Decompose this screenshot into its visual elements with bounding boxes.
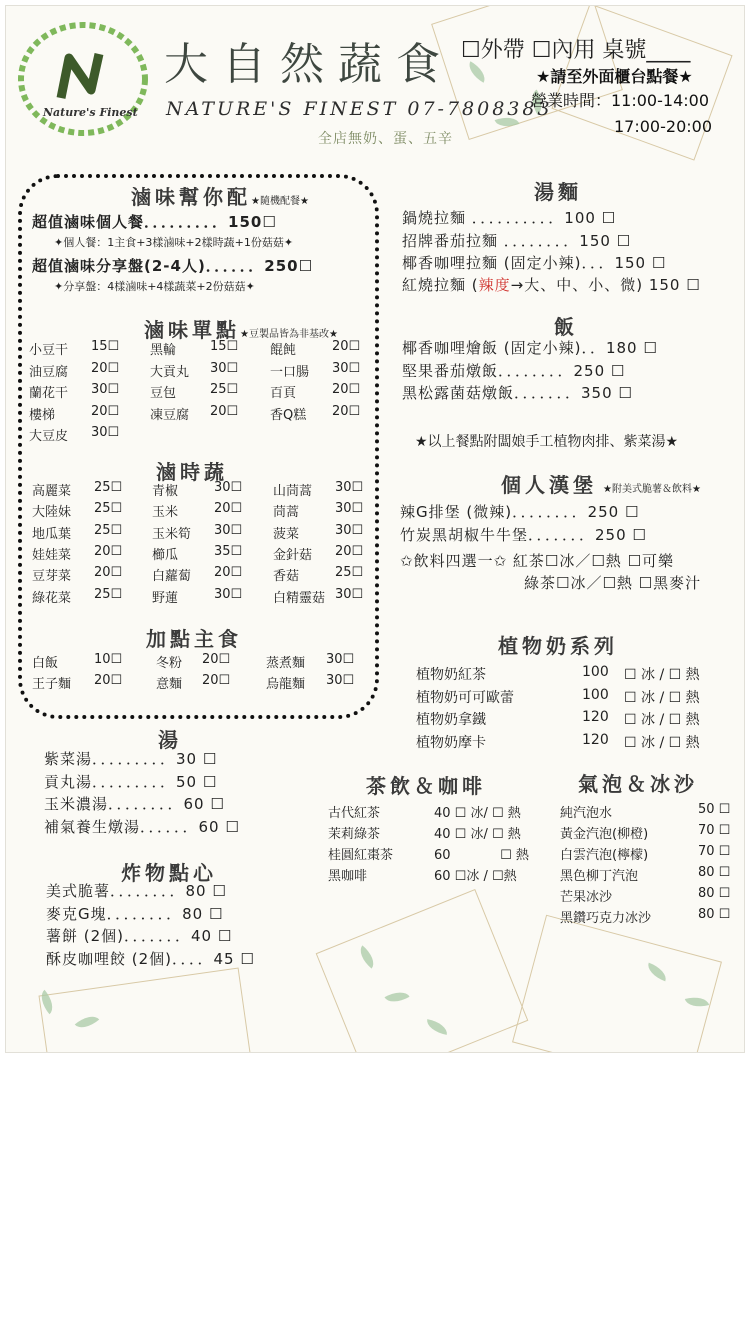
braise_veg-item-price[interactable]: 30☐ [335,522,364,538]
no-dairy-notice: 全店無奶、蛋、五辛 [318,131,453,147]
logo-text: Nature's Finest [43,106,138,119]
tea-name[interactable]: 古代紅茶 [328,806,381,821]
plant-milk-price[interactable]: 100 [582,686,609,703]
braise_single-item-price[interactable]: 30☐ [210,360,239,376]
braise_single-item-name[interactable]: 豆包 [150,386,177,401]
braise_veg-item-price[interactable]: 30☐ [335,501,364,517]
braise_single-item-name[interactable]: 蘭花干 [29,386,69,401]
braise_single-item-price[interactable]: 30☐ [91,425,120,440]
braise_veg-item-price[interactable]: 25☐ [94,480,123,495]
drink-choice-line2[interactable]: 綠茶☐冰／☐熱 ☐黑麥汁 [524,574,702,592]
tea-name[interactable]: 桂圓紅棗茶 [328,848,394,863]
braise_veg-item-price[interactable]: 30☐ [214,586,243,602]
soup-item[interactable]: 紫菜湯．．．．．．．．．30 ☐ [44,750,218,768]
braise_single-item-price[interactable]: 20☐ [332,339,361,354]
braise-helper-note: ★隨機配餐★ [251,196,309,207]
braise_veg-item-name[interactable]: 玉米 [152,505,179,521]
spicy-level-label: 辣度 [478,276,511,294]
braise_single-item-name[interactable]: 香Q糕 [270,407,307,423]
braise-helper-title [131,181,309,210]
braise_single-item-price[interactable]: 20☐ [332,403,361,419]
braise_single-item-price[interactable]: 30☐ [332,360,361,376]
soup-item[interactable]: 補氣養生燉湯．．．．．．60 ☐ [44,817,240,836]
burger-note: ★附美式脆薯＆飲料★ [603,484,701,495]
plant-milk-name[interactable]: 植物奶可可歐蕾 [416,689,514,706]
braise_veg-item-name[interactable]: 野蓮 [152,590,179,606]
rice-title: 飯 [554,315,578,339]
soda-price[interactable]: 80 ☐ [698,886,731,901]
rice-footnote: ★以上餐點附闆娘手工植物肉排、紫菜湯★ [415,434,679,450]
braise_single-item-name[interactable]: 樓梯 [29,407,56,423]
noodle-item-braised[interactable] [402,274,701,295]
braise_veg-item-price[interactable]: 20☐ [335,543,364,559]
hours-second: 17:00-20:00 [614,117,712,136]
plant-milk-temp[interactable]: ☐ 冰 / ☐ 熱 [624,667,700,683]
braise-helper-title-text: 滷味幫你配 [131,185,251,209]
braise_veg-item-name[interactable]: 豆芽菜 [32,569,72,585]
plant-milk-price[interactable]: 100 [582,664,609,680]
soda-name[interactable]: 白雲汽泡(檸檬) [560,848,649,863]
braise-single-note: ★豆製品皆為非基改★ [240,329,338,340]
business-hours [531,88,712,140]
braise_single-item-price[interactable]: 20☐ [91,403,120,419]
staples-item-name[interactable]: 蒸煮麵 [266,656,306,671]
braise_single-item-price[interactable]: 20☐ [91,360,120,376]
plant-milk-title: 植物奶系列 [498,634,618,658]
braise-share-desc: ✦分享盤：4樣滷味+4樣蔬菜+2份菇菇✦ [54,280,255,293]
soda-name[interactable]: 黑色柳丁汽泡 [560,869,639,884]
soda-name[interactable]: 黑鑽巧克力冰沙 [560,911,652,926]
noodle-braised-prefix: 紅燒拉麵 ( [402,276,479,294]
restaurant-subtitle-phone: NATURE'S FINEST 07-7808383 [166,98,553,120]
braise_veg-item-name[interactable]: 娃娃菜 [32,547,72,563]
tea-price-temp[interactable]: 60 ☐冰 / ☐熱 [434,869,517,884]
tea-price-temp[interactable]: 40 ☐ 冰/ ☐ 熱 [434,806,521,821]
braise_single-item-price[interactable]: 20☐ [332,382,361,397]
braise_veg-item-name[interactable]: 菠菜 [273,526,300,542]
plant-milk-name[interactable]: 植物奶摩卡 [416,734,486,751]
soda-price[interactable]: 80 ☐ [698,865,731,880]
staples-item-name[interactable]: 烏龍麵 [266,677,306,692]
braise_single-item-price[interactable]: 15☐ [210,339,239,354]
counter-order-note: ★請至外面櫃台點餐★ [536,67,693,86]
staples-item-price[interactable]: 20☐ [94,673,123,688]
rice-item[interactable]: 堅果番茄燉飯．．．．．．．．250 ☐ [402,361,626,380]
fried-item[interactable]: 薯餅 (2個)．．．．．．．40 ☐ [46,927,233,945]
braise_single-item-price[interactable]: 30☐ [91,382,120,397]
noodles-item[interactable]: 椰香咖哩拉麵 (固定小辣)．．．150 ☐ [402,254,667,272]
braise-share-item[interactable]: 超值滷味分享盤(2-4人)．．．．．．250☐ [32,257,314,275]
braise_veg-item-name[interactable]: 高麗菜 [32,484,72,499]
rice-item[interactable]: 椰香咖哩燴飯 (固定小辣)．．180 ☐ [402,339,658,357]
braise_veg-item-name[interactable]: 白蘿蔔 [152,569,192,585]
fried-title: 炸物點心 [121,861,217,885]
braise-personal-item[interactable]: 超值滷味個人餐．．．．．．．．．150☐ [32,213,277,231]
staples-item-name[interactable]: 意麵 [156,677,183,692]
staples-item-price[interactable]: 20☐ [202,673,231,688]
braise_veg-item-price[interactable]: 30☐ [214,480,243,495]
braise_veg-item-name[interactable]: 青椒 [152,484,179,499]
soda-price[interactable]: 70 ☐ [698,844,731,859]
braise_single-item-name[interactable]: 黑輪 [150,343,177,358]
tea-name[interactable]: 黑咖啡 [328,869,368,884]
braise_veg-item-price[interactable]: 25☐ [335,565,364,581]
hours-first: 營業時間：11:00-14:00 [531,91,709,110]
tea-name[interactable]: 茉莉綠茶 [328,827,381,842]
braise_veg-item-price[interactable]: 20☐ [214,501,243,517]
braise_single-item-name[interactable]: 凍豆腐 [150,407,190,423]
braise_veg-item-price[interactable]: 20☐ [94,543,123,559]
staples-item-name[interactable]: 冬粉 [156,656,183,671]
soup-item[interactable]: 玉米濃湯．．．．．．．．60 ☐ [44,795,225,813]
braise_veg-item-price[interactable]: 30☐ [214,522,243,538]
braise-single-title-text: 滷味單點 [144,318,240,342]
braise_single-item-name[interactable]: 小豆干 [29,343,69,358]
menu-sheet [5,5,745,1053]
restaurant-title: 大自然蔬食 [164,39,454,90]
braise-veg-title: 滷時蔬 [156,460,228,484]
braise_veg-item-name[interactable]: 大陸妹 [32,505,72,521]
burger-item[interactable]: 竹炭黑胡椒牛牛堡．．．．．．．250 ☐ [400,525,647,544]
braise_single-item-name[interactable]: 百頁 [270,386,297,401]
gold-frame-decoration [38,968,255,1053]
braise_veg-item-name[interactable]: 櫛瓜 [152,547,179,563]
staples-item-price[interactable]: 20☐ [202,652,231,667]
order-type-selector[interactable]: ☐外帶 ☐內用 桌號____ [461,38,691,63]
staples-item-name[interactable]: 白飯 [32,656,59,671]
plant-milk-temp[interactable]: ☐ 冰 / ☐ 熱 [624,734,700,751]
burger-item[interactable]: 辣G排堡 (微辣)．．．．．．．．250 ☐ [400,503,640,521]
staples-title: 加點主食 [146,627,242,651]
braise_veg-item-name[interactable]: 綠花菜 [32,590,72,606]
plant-milk-name[interactable]: 植物奶紅茶 [416,667,486,683]
braise_single-item-price[interactable]: 25☐ [210,382,239,397]
braise_single-item-price[interactable]: 20☐ [210,403,239,419]
braise_single-item-name[interactable]: 餛飩 [270,343,297,358]
staples-item-name[interactable]: 王子麵 [32,677,72,692]
staples-item-price[interactable]: 30☐ [326,673,355,688]
fried-item[interactable]: 酥皮咖哩餃 (2個)．．．．45 ☐ [46,949,255,968]
braise_single-item-name[interactable]: 油豆腐 [29,364,69,380]
staples-item-price[interactable]: 30☐ [326,652,355,667]
plant-milk-temp[interactable]: ☐ 冰 / ☐ 熱 [624,689,700,706]
braise_veg-item-name[interactable]: 玉米筍 [152,526,192,542]
braise_veg-item-price[interactable]: 30☐ [335,480,364,495]
plant-milk-price[interactable]: 120 [582,709,609,725]
soup-title: 湯 [158,728,182,752]
plant-milk-price[interactable]: 120 [582,731,609,748]
fried-item[interactable]: 美式脆薯．．．．．．．．80 ☐ [46,882,227,900]
braise_veg-item-price[interactable]: 25☐ [94,522,123,538]
soup-item[interactable]: 貢丸湯．．．．．．．．．50 ☐ [44,772,218,791]
soda-price[interactable]: 80 ☐ [698,907,731,922]
braise_veg-item-name[interactable]: 金針菇 [273,547,313,563]
tea-price-temp[interactable]: 60 ☐ 熱 [434,848,529,863]
tea-coffee-title: 茶飲＆咖啡 [366,774,486,798]
drink-choice-line1[interactable]: ✩飲料四選一✩ 紅茶☐冰／☐熱 ☐可樂 [400,552,675,570]
braise_veg-item-price[interactable]: 25☐ [94,501,123,517]
plant-milk-name[interactable]: 植物奶拿鐵 [416,712,486,728]
braise_veg-item-name[interactable]: 白精靈菇 [273,590,326,606]
braise_veg-item-name[interactable]: 茼蒿 [273,505,300,521]
braise_single-item-name[interactable]: 大豆皮 [29,429,69,444]
burger-title [501,469,701,498]
fried-item[interactable]: 麥克G塊．．．．．．．．80 ☐ [46,904,224,923]
burger-title-text: 個人漢堡 [501,473,597,497]
braise_single-item-name[interactable]: 一口腸 [270,364,310,380]
plant-milk-temp[interactable]: ☐ 冰 / ☐ 熱 [624,712,700,728]
braise_veg-item-name[interactable]: 香菇 [273,569,300,585]
noodles-title: 湯麵 [534,180,582,204]
staples-item-price[interactable]: 10☐ [94,652,123,667]
soda-price[interactable]: 50 ☐ [698,802,731,817]
soda-name[interactable]: 純汽泡水 [560,806,613,821]
noodle-braised-suffix: →大、中、小、微) 150 ☐ [510,276,701,294]
soda-name[interactable]: 黃金汽泡(柳橙) [560,827,649,842]
gold-frame-decoration [316,889,529,1053]
braise_single-item-name[interactable]: 大貢丸 [150,364,190,380]
soda-title: 氣泡＆冰沙 [578,772,698,796]
braise_single-item-price[interactable]: 15☐ [91,339,120,354]
braise-personal-desc: ✦個人餐：1主食+3樣滷味+2樣時蔬+1份菇菇✦ [54,236,294,249]
braise_veg-item-price[interactable]: 20☐ [94,565,123,581]
logo [13,20,153,138]
braise_veg-item-price[interactable]: 35☐ [214,543,243,559]
rice-item[interactable]: 黑松露菌菇燉飯．．．．．．．350 ☐ [402,384,633,402]
gold-frame-decoration [512,915,722,1053]
tea-price-temp[interactable]: 40 ☐ 冰/ ☐ 熱 [434,827,521,842]
soda-price[interactable]: 70 ☐ [698,823,731,838]
braise_veg-item-name[interactable]: 山茼蒿 [273,484,313,499]
braise_veg-item-name[interactable]: 地瓜葉 [32,526,72,542]
braise_veg-item-price[interactable]: 20☐ [214,565,243,581]
braise_veg-item-price[interactable]: 30☐ [335,586,364,602]
braise_veg-item-price[interactable]: 25☐ [94,586,123,602]
noodles-item[interactable]: 鍋燒拉麵 ．．．．．．．．．．100 ☐ [402,209,617,227]
noodles-item[interactable]: 招牌番茄拉麵 ．．．．．．．．150 ☐ [402,231,632,250]
soda-name[interactable]: 芒果冰沙 [560,890,613,905]
